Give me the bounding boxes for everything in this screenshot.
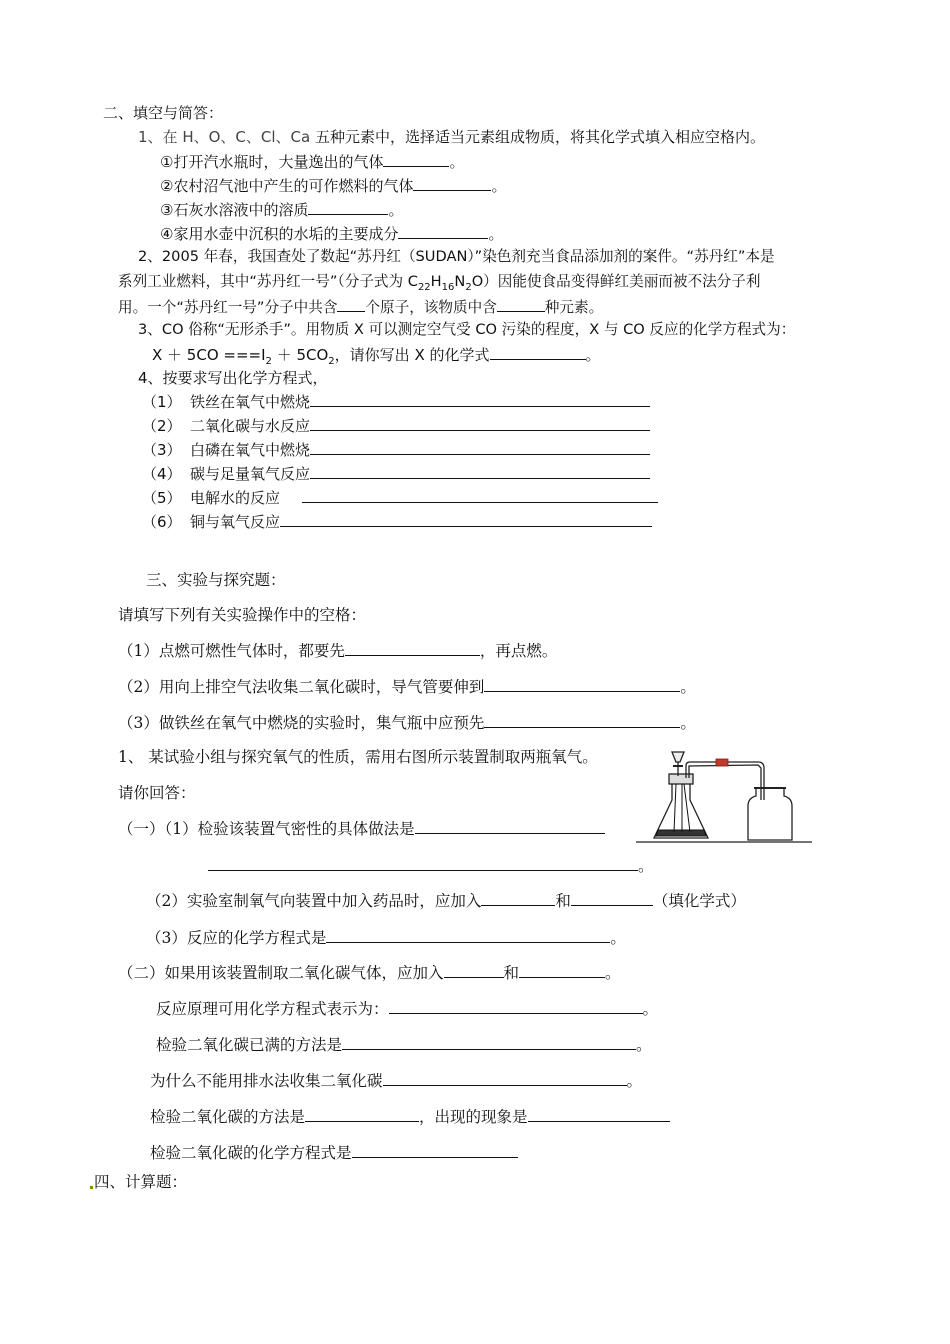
q1-item-3-text: ③石灰水溶液中的溶质 (160, 201, 309, 219)
q1-item-4 (160, 223, 503, 244)
q1-item-1 (160, 151, 464, 172)
q4-title: 4、按要求写出化学方程式， (138, 369, 328, 387)
q3-eq-b: ＋ 5CO (271, 346, 329, 364)
separatory-funnel (672, 752, 684, 776)
section2-heading: 二、填空与简答： (103, 104, 224, 122)
fill-1-blank[interactable] (345, 640, 480, 656)
exp-p3-end: 。 (610, 929, 626, 947)
exp-p7-a: 为什么不能用排水法收集二氧化碳 (150, 1072, 383, 1090)
q3-eq-c: ，请你写出 X 的化学式 (334, 346, 490, 364)
fill-3-b: 。 (680, 714, 696, 732)
q2-line3-c: 种元素。 (544, 299, 604, 316)
q4-item-5-blank[interactable] (302, 487, 658, 503)
fill-2-blank[interactable] (484, 676, 680, 692)
q4-item-3-text: 白磷在氧气中燃烧 (190, 441, 311, 459)
fill-2-b: 。 (680, 678, 696, 696)
rubber-tube-joint (716, 759, 728, 766)
exp-p6-end: 。 (636, 1036, 652, 1054)
q4-item-6-text: 铜与氧气反应 (190, 513, 281, 531)
q1-intro-suffix: 五种元素中，选择适当元素组成物质，将其化学式填入相应空格内。 (310, 128, 765, 146)
delivery-tube (686, 762, 764, 800)
q4-item-5-num: （5） (142, 489, 182, 507)
exp-p8-blank-a[interactable] (305, 1106, 419, 1122)
q4-item-3-num: （3） (142, 441, 182, 459)
exp-p5 (156, 998, 658, 1019)
q4-item-4-num: （4） (142, 465, 182, 483)
exp-p2-a: （2）实验室制氧气向装置中加入药品时，应加入 (146, 892, 482, 910)
exp-p2-c: （填化学式） (652, 892, 746, 910)
q1-item-1-blank[interactable] (383, 151, 449, 167)
fill-2 (118, 676, 696, 697)
q2-sub1: 22 (417, 281, 431, 293)
q4-item-4-blank[interactable] (310, 463, 650, 479)
q4-item-4 (142, 463, 650, 484)
exp-p5-end: 。 (642, 1000, 659, 1018)
fill-3-a: （3）做铁丝在氧气中燃烧的实验时，集气瓶中应预先 (118, 714, 485, 732)
q1-item-2-blank[interactable] (413, 175, 491, 191)
exp-p4-a: （二）如果用该装置制取二氧化碳气体，应加入 (118, 964, 444, 982)
q3-line1: 3、CO 俗称“无形杀手”。用物质 X 可以测定空气受 CO 污染的程度，X 与 CO 反应的化学方程式为： (138, 321, 796, 338)
exp-p8 (150, 1106, 670, 1127)
exp-p6-blank[interactable] (342, 1034, 636, 1050)
exp-p2-blank-a[interactable] (481, 890, 555, 906)
q2-elements-blank[interactable] (497, 296, 545, 312)
q1-item-4-end: 。 (488, 225, 504, 243)
exp-p1-blank-a[interactable] (415, 818, 605, 834)
q1-intro-prefix: 1、在 (138, 128, 183, 146)
q2-line2-b: H (430, 273, 442, 290)
q3-eq-sub2: 2 (328, 356, 335, 367)
q1-intro (138, 127, 765, 147)
q3-eq-end: 。 (585, 346, 601, 364)
exp-p2 (146, 890, 746, 911)
fill-1-b: ，再点燃。 (479, 642, 558, 660)
exp-p1 (118, 818, 605, 839)
q2-line3-b: 个原子，该物质中含 (365, 299, 497, 316)
q3-equation (152, 344, 601, 365)
exp-p7-blank[interactable] (383, 1070, 627, 1086)
q1-item-2-end: 。 (491, 177, 507, 195)
q2-atoms-blank[interactable] (337, 296, 365, 312)
q2-sub2: 16 (441, 281, 455, 293)
exp-p8-a: 检验二氧化碳的方法是 (150, 1108, 306, 1126)
fill-2-a: （2）用向上排空气法收集二氧化碳时，导气管要伸到 (118, 678, 485, 696)
exp-p9-blank[interactable] (352, 1142, 518, 1158)
q2-line2-d: O）因能使食品变得鲜红美丽而被不法分子利 (471, 273, 761, 290)
exp-p2-b: 和 (555, 892, 571, 910)
fill-1-a: （1）点燃可燃性气体时，都要先 (118, 642, 345, 660)
exp-p3-blank[interactable] (326, 927, 610, 943)
exp-p7-end: 。 (626, 1072, 643, 1090)
exp-p1-label: （一）（1）检验该装置气密性的具体做法是 (118, 820, 415, 838)
q4-item-6-blank[interactable] (280, 511, 652, 527)
exp-p9-a: 检验二氧化碳的化学方程式是 (150, 1144, 352, 1162)
exp-p1-blank-b[interactable] (208, 855, 638, 871)
exp-p8-b: ，出现的现象是 (419, 1108, 528, 1126)
conical-flask (654, 774, 708, 838)
q3-formula-blank[interactable] (490, 344, 586, 360)
exp-q1-line1: 1、 某试验小组与探究氧气的性质，需用右图所示装置制取两瓶氧气。 (118, 748, 598, 766)
q4-item-1-text: 铁丝在氧气中燃烧 (190, 393, 311, 411)
exp-p1-cont (208, 855, 654, 876)
exp-p4-b: 和 (503, 964, 520, 982)
section4-heading: 四、计算题： (94, 1173, 188, 1191)
exp-p6-a: 检验二氧化碳已满的方法是 (156, 1036, 343, 1054)
exp-p5-blank[interactable] (389, 998, 643, 1014)
exp-p7 (150, 1070, 642, 1091)
q4-item-1-num: （1） (142, 393, 182, 411)
q4-item-6-num: （6） (142, 513, 182, 531)
exp-p4-end: 。 (605, 964, 621, 982)
exp-p5-a: 反应原理可用化学方程式表示为： (156, 1000, 389, 1018)
section3-intro: 请填写下列有关实验操作中的空格： (118, 606, 367, 624)
exp-p3 (146, 927, 626, 948)
exp-p9 (150, 1142, 518, 1163)
section4-bullet (90, 1186, 93, 1189)
q4-item-5-text: 电解水的反应 (190, 489, 281, 507)
q4-item-3 (142, 439, 650, 460)
section3-heading: 三、实验与探究题： (146, 571, 286, 589)
fill-1 (118, 640, 557, 661)
q3-eq-sub1: 2 (265, 356, 272, 367)
q4-item-6 (142, 511, 652, 532)
q4-item-1-blank[interactable] (310, 391, 650, 407)
q4-item-2 (142, 415, 650, 436)
exp-p2-blank-b[interactable] (571, 890, 653, 906)
q2-line2-a: 系列工业燃料，其中“苏丹红一号”（分子式为 C (118, 273, 418, 290)
exp-p4-blank-b[interactable] (519, 962, 605, 978)
exp-p4-blank-a[interactable] (444, 962, 504, 978)
q2-line3 (118, 296, 603, 318)
flask-contents (656, 784, 706, 836)
q4-item-2-text: 二氧化碳与水反应 (190, 417, 311, 435)
q2-line3-a: 用。一个“苏丹红一号”分子中共含 (118, 299, 338, 316)
q1-item-4-blank[interactable] (398, 223, 488, 239)
q4-item-5 (142, 487, 658, 508)
q4-item-4-text: 碳与足量氧气反应 (190, 465, 311, 483)
q2-line1: 2、2005 年春，我国查处了数起“苏丹红（SUDAN）”染色剂充当食品添加剂的案件。“苏丹红”本是 (138, 248, 775, 265)
exp-p3-a: （3）反应的化学方程式是 (146, 929, 327, 947)
q2-line2-c: N (454, 273, 466, 290)
gas-collecting-bottle (748, 788, 792, 840)
fill-3-blank[interactable] (484, 712, 680, 728)
q1-item-1-text: ①打开汽水瓶时，大量逸出的气体 (160, 153, 384, 171)
q2-sub3: 2 (465, 281, 472, 293)
q1-item-2-text: ②农村沼气池中产生的可作燃料的气体 (160, 177, 414, 195)
q1-item-3-blank[interactable] (308, 199, 388, 215)
q1-item-1-end: 。 (449, 153, 465, 171)
q3-eq-a: X ＋ 5CO ===I (152, 346, 266, 364)
exp-p4 (118, 962, 621, 983)
q1-item-3 (160, 199, 403, 220)
fill-3 (118, 712, 696, 733)
exp-p6 (156, 1034, 652, 1055)
exp-p8-blank-b[interactable] (528, 1106, 670, 1122)
q2-line2 (118, 272, 760, 292)
exp-p1-end: 。 (638, 857, 654, 875)
exp-q1-line2: 请你回答： (118, 784, 196, 802)
q1-item-3-end: 。 (388, 201, 404, 219)
q4-item-2-blank[interactable] (310, 415, 650, 431)
q4-item-2-num: （2） (142, 417, 182, 435)
q4-item-3-blank[interactable] (310, 439, 650, 455)
apparatus-figure (636, 748, 814, 844)
q1-item-4-text: ④家用水壶中沉积的水垢的主要成分 (160, 225, 399, 243)
q1-elements: H、O、C、Cl、Ca (182, 128, 311, 146)
q4-item-1 (142, 391, 650, 412)
q1-item-2 (160, 175, 506, 196)
